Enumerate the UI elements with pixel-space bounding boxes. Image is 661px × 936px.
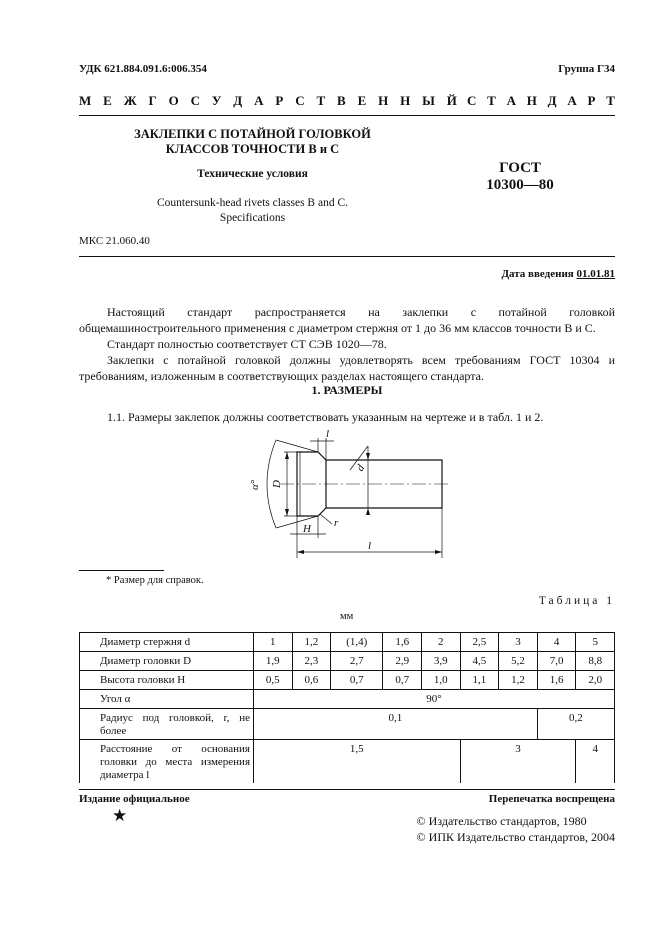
- label-r: r: [334, 517, 339, 529]
- table-caption: Таблица 1: [538, 595, 615, 607]
- cell-D-5: 4,5: [460, 652, 499, 671]
- heading-word: М Е Ж Г О С У Д А Р С Т В Е Н Н Ы Й: [79, 93, 457, 108]
- cell-H-1: 0,6: [292, 671, 331, 690]
- row-label-H: Высота головки H: [80, 671, 254, 690]
- gost-designation: [470, 160, 570, 194]
- document-title: [120, 127, 385, 157]
- cell-d-3: 1,6: [383, 633, 422, 652]
- cell-H-7: 1,6: [537, 671, 576, 690]
- cell-d-2: (1,4): [331, 633, 383, 652]
- cell-H-5: 1,1: [460, 671, 499, 690]
- table-row-D: [80, 652, 615, 671]
- footnote-rule: [79, 570, 164, 571]
- interstate-standard-heading: [79, 93, 615, 109]
- cell-D-2: 2,7: [331, 652, 383, 671]
- cell-d-4: 2: [422, 633, 461, 652]
- cell-D-7: 7,0: [537, 652, 576, 671]
- cell-l-1: 1,5: [254, 740, 461, 784]
- heading-word: С Т А Н Д А Р Т: [467, 93, 615, 108]
- row-label-r: Радиус под головкой, r, не более: [80, 709, 254, 740]
- cell-D-1: 2,3: [292, 652, 331, 671]
- gost-label: ГОСТ: [499, 160, 541, 176]
- cell-H-2: 0,7: [331, 671, 383, 690]
- arrow: [435, 550, 442, 554]
- udk-code: УДК 621.884.091.6:006.354: [79, 63, 207, 75]
- cell-alpha: 90°: [254, 690, 615, 709]
- reprint-prohibited: Перепечатка воспрещена: [488, 793, 615, 805]
- cell-l-3: 4: [576, 740, 615, 784]
- row-label-d: Диаметр стержня d: [80, 633, 254, 652]
- english-title: [120, 196, 385, 226]
- cell-H-8: 2,0: [576, 671, 615, 690]
- cell-d-1: 1,2: [292, 633, 331, 652]
- label-l-bottom: l: [368, 540, 372, 552]
- label-d: d: [354, 462, 368, 474]
- cell-d-5: 2,5: [460, 633, 499, 652]
- rivet-drawing: [240, 428, 450, 563]
- cell-D-3: 2,9: [383, 652, 422, 671]
- paragraph-requirements: Заклепки с потайной головкой должны удовлетворять всем требованиям ГОСТ 10304 и требованиям, изложенным в соответствующих разделах настоящего стандарта.: [79, 353, 615, 383]
- table-row-H: [80, 671, 615, 690]
- copyright-block: [417, 813, 615, 845]
- cell-d-6: 3: [499, 633, 538, 652]
- paragraph-compliance: Стандарт полностью соответствует СТ СЭВ 1020—78.: [107, 337, 387, 351]
- table-1: [79, 632, 615, 783]
- official-edition: Издание официальное: [79, 793, 190, 805]
- cell-d-0: 1: [254, 633, 293, 652]
- cell-D-0: 1,9: [254, 652, 293, 671]
- english-title-line-1: Countersunk-head rivets classes B and C.: [157, 197, 348, 209]
- row-label-D: Диаметр головки D: [80, 652, 254, 671]
- copyright-1980: © Издательство стандартов, 1980: [416, 814, 587, 828]
- cell-H-4: 1,0: [422, 671, 461, 690]
- group-code: Группа Г34: [558, 63, 615, 75]
- label-alpha: α°: [249, 479, 261, 490]
- label-D: D: [271, 480, 283, 488]
- table-row-l: [80, 740, 615, 784]
- header-rule: [79, 115, 615, 116]
- cell-D-8: 8,8: [576, 652, 615, 671]
- alpha-leader-top: [276, 440, 318, 452]
- section-heading-dimensions: 1. РАЗМЕРЫ: [311, 383, 383, 397]
- document-subtitle: Технические условия: [197, 168, 308, 180]
- table-row-r: [80, 709, 615, 740]
- row-label-l: Расстояние от основания головки до места измерения диаметра l: [80, 740, 254, 784]
- cell-H-6: 1,2: [499, 671, 538, 690]
- table-row-alpha: [80, 690, 615, 709]
- copyright-2004: © ИПК Издательство стандартов, 2004: [416, 830, 615, 844]
- arrow: [285, 509, 289, 516]
- gost-number: 10300—80: [486, 177, 554, 193]
- title-line-2: КЛАССОВ ТОЧНОСТИ В и С: [165, 142, 340, 156]
- footnote: * Размер для справок.: [106, 575, 204, 586]
- arrow: [285, 452, 289, 459]
- cell-r-2: 0,2: [537, 709, 614, 740]
- cell-d-8: 5: [576, 633, 615, 652]
- arrow: [366, 453, 370, 460]
- cell-r-1: 0,1: [254, 709, 538, 740]
- intro-date-value: 01.01.81: [576, 268, 615, 280]
- cell-d-7: 4: [537, 633, 576, 652]
- title-rule: [79, 256, 615, 257]
- star-icon: ★: [112, 806, 128, 825]
- paragraph-scope: Настоящий стандарт распространяется на заклепки с потайной головкой общемашиностроительного применения с диаметром стержня от 1 до 36 мм классов точности В и С.: [79, 305, 615, 335]
- table-row-d: [80, 633, 615, 652]
- arrow: [297, 550, 304, 554]
- title-line-1: ЗАКЛЕПКИ С ПОТАЙНОЙ ГОЛОВКОЙ: [134, 127, 371, 141]
- cell-H-0: 0,5: [254, 671, 293, 690]
- cell-H-3: 0,7: [383, 671, 422, 690]
- english-title-line-2: Specifications: [219, 212, 286, 224]
- footer-rule: [79, 789, 615, 790]
- cell-D-6: 5,2: [499, 652, 538, 671]
- label-l-top: l: [326, 428, 330, 440]
- intro-label: Дата введения: [501, 268, 574, 280]
- label-H: H: [303, 523, 311, 535]
- paragraph-1-1: 1.1. Размеры заклепок должны соответствовать указанным на чертеже и в табл. 1 и 2.: [107, 410, 544, 424]
- cell-l-2: 3: [460, 740, 576, 784]
- introduction-date: [501, 268, 615, 280]
- cell-D-4: 3,9: [422, 652, 461, 671]
- arrow: [366, 508, 370, 515]
- table-unit: мм: [340, 611, 354, 622]
- mks-code: МКС 21.060.40: [79, 235, 150, 247]
- row-label-alpha: Угол α: [80, 690, 254, 709]
- r-leader: [320, 514, 332, 524]
